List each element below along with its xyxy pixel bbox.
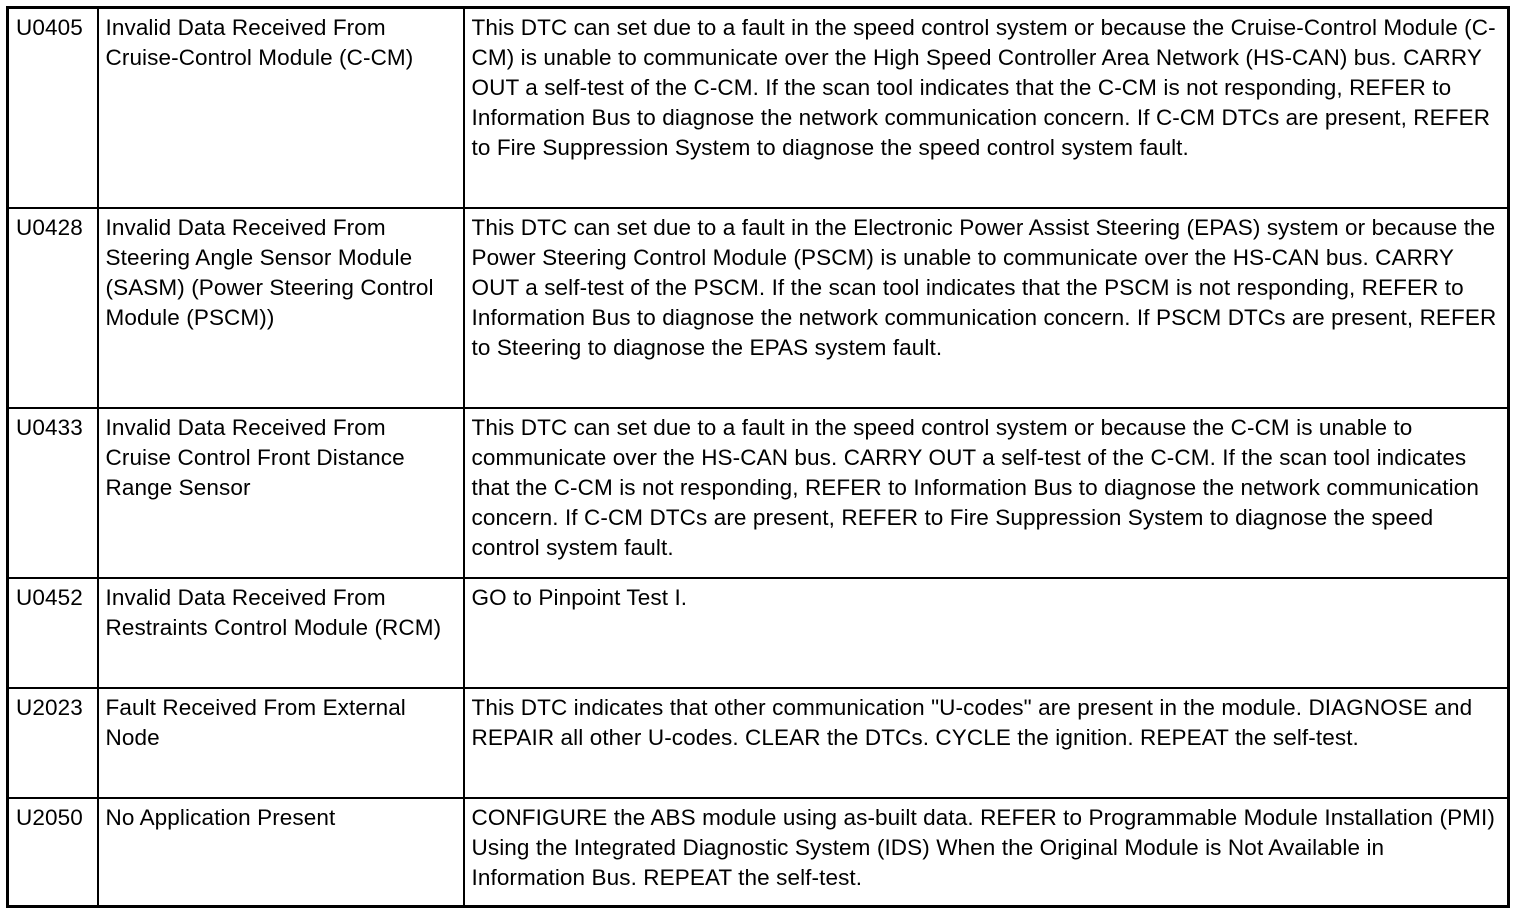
dtc-code: U0405 xyxy=(8,8,98,209)
dtc-code: U0428 xyxy=(8,208,98,408)
table-row xyxy=(8,208,1509,408)
table-row xyxy=(8,798,1509,907)
dtc-action: GO to Pinpoint Test I. xyxy=(464,578,1509,688)
dtc-table xyxy=(6,6,1510,908)
dtc-action: This DTC can set due to a fault in the speed control system or because the Cruise-Control Module (C-CM) is unable to communicate over the High Speed Controller Area Network (HS-CAN) bus. CARRY OUT a self-test of the C-CM. If the scan tool indicates that the C-CM is not responding, REFER to Information Bus to diagnose the network communication concern. If C-CM DTCs are present, REFER to Fire Suppression System to diagnose the speed control system fault. xyxy=(464,8,1509,209)
dtc-action: This DTC can set due to a fault in the speed control system or because the C-CM is unable to communicate over the HS-CAN bus. CARRY OUT a self-test of the C-CM. If the scan tool indicates that the C-CM is not responding, REFER to Information Bus to diagnose the network communication concern. If C-CM DTCs are present, REFER to Fire Suppression System to diagnose the speed control system fault. xyxy=(464,408,1509,578)
table-row xyxy=(8,578,1509,688)
dtc-description: Invalid Data Received From Restraints Control Module (RCM) xyxy=(98,578,464,688)
dtc-description: Invalid Data Received From Cruise-Control Module (C-CM) xyxy=(98,8,464,209)
dtc-action: This DTC indicates that other communication "U-codes" are present in the module. DIAGNOSE and REPAIR all other U-codes. CLEAR the DTCs. CYCLE the ignition. REPEAT the self-test. xyxy=(464,688,1509,798)
table-row xyxy=(8,688,1509,798)
dtc-code: U0452 xyxy=(8,578,98,688)
dtc-code: U2050 xyxy=(8,798,98,907)
dtc-action: This DTC can set due to a fault in the Electronic Power Assist Steering (EPAS) system or because the Power Steering Control Module (PSCM) is unable to communicate over the HS-CAN bus. CARRY OUT a self-test of the PSCM. If the scan tool indicates that the PSCM is not responding, REFER to Information Bus to diagnose the network communication concern. If PSCM DTCs are present, REFER to Steering to diagnose the EPAS system fault. xyxy=(464,208,1509,408)
dtc-description: Invalid Data Received From Steering Angle Sensor Module (SASM) (Power Steering Control Module (PSCM)) xyxy=(98,208,464,408)
dtc-description: No Application Present xyxy=(98,798,464,907)
dtc-code: U0433 xyxy=(8,408,98,578)
dtc-description: Fault Received From External Node xyxy=(98,688,464,798)
dtc-description: Invalid Data Received From Cruise Control Front Distance Range Sensor xyxy=(98,408,464,578)
table-row xyxy=(8,408,1509,578)
dtc-code: U2023 xyxy=(8,688,98,798)
dtc-action: CONFIGURE the ABS module using as-built data. REFER to Programmable Module Installation (PMI) Using the Integrated Diagnostic System (IDS) When the Original Module is Not Available in Information Bus. REPEAT the self-test. xyxy=(464,798,1509,907)
table-row xyxy=(8,8,1509,209)
